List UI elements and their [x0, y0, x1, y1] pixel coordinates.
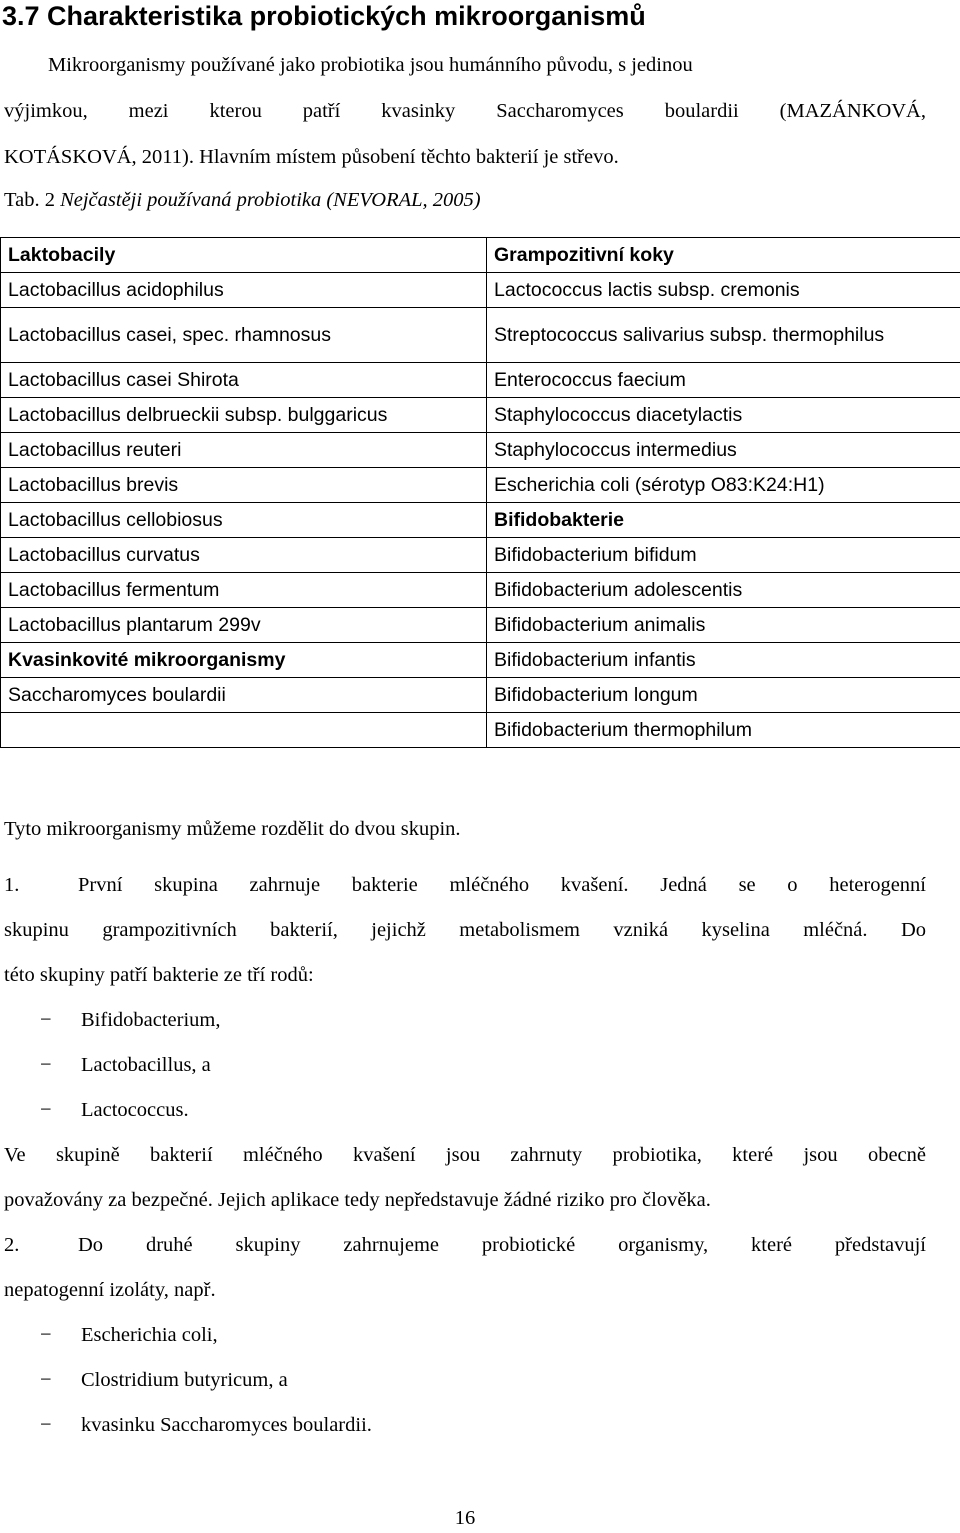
intro-line-2: výjimkou, mezi kterou patří kvasinky Saccharomyces boulardii (MAZÁNKOVÁ, — [4, 88, 926, 134]
table-row — [1, 538, 960, 573]
table-cell-empty — [1, 713, 487, 748]
list-item-text: Bifidobacterium, — [81, 1009, 220, 1031]
group2-number: 2. — [4, 1223, 78, 1268]
list-item-text: Lactococcus. — [81, 1099, 189, 1121]
dash-bullet: − — [40, 1088, 81, 1133]
table-cell: Saccharomyces boulardii — [1, 678, 487, 713]
intro-line-1 — [4, 42, 926, 88]
list-item-text: Clostridium butyricum, a — [81, 1369, 288, 1391]
group2-line-2: nepatogenní izoláty, např. — [4, 1268, 926, 1313]
group2-line-1 — [4, 1223, 926, 1268]
table-row — [1, 643, 960, 678]
group2-line-1-text: Do druhé skupiny zahrnujeme probiotické organismy, které představují — [78, 1234, 926, 1256]
table-caption — [4, 180, 481, 220]
table-cell: Staphylococcus intermedius — [487, 433, 960, 468]
group1-after-line-1: Ve skupině bakterií mléčného kvašení jsou zahrnuty probiotika, které jsou obecně — [4, 1133, 926, 1178]
table-cell: Lactobacillus brevis — [1, 468, 487, 503]
table-row — [1, 468, 960, 503]
table-cell: Lactobacillus cellobiosus — [1, 503, 487, 538]
table-row — [1, 433, 960, 468]
table-cell: Streptococcus salivarius subsp. thermophilus — [487, 308, 960, 363]
table-row — [1, 713, 960, 748]
table-cell: Lactococcus lactis subsp. cremonis — [487, 273, 960, 308]
list-item — [40, 998, 220, 1043]
table-cell: Lactobacillus reuteri — [1, 433, 487, 468]
table-cell: Bifidobacterium infantis — [487, 643, 960, 678]
intro-line-1-text: Mikroorganismy používané jako probiotika jsou humánního původu, s jedinou — [48, 54, 693, 76]
section-heading: 3.7 Charakteristika probiotických mikroorganismů — [2, 0, 646, 33]
table-cell: Lactobacillus fermentum — [1, 573, 487, 608]
table-row — [1, 363, 960, 398]
table-row — [1, 503, 960, 538]
table-cell: Lactobacillus casei Shirota — [1, 363, 487, 398]
table-cell: Bifidobacterium animalis — [487, 608, 960, 643]
dash-bullet: − — [40, 1043, 81, 1088]
table-cell: Lactobacillus delbrueckii subsp. bulggaricus — [1, 398, 487, 433]
caption-title: Nejčastěji používaná probiotika (NEVORAL, 2005) — [60, 189, 481, 211]
table-row — [1, 573, 960, 608]
group1-line-1-text: První skupina zahrnuje bakterie mléčného kvašení. Jedná se o heterogenní — [78, 874, 926, 896]
table-header-gram-positive-cocci: Grampozitivní koky — [487, 238, 960, 273]
table-header-bifidobacteria: Bifidobakterie — [487, 503, 960, 538]
table-header-yeasts: Kvasinkovité mikroorganismy — [1, 643, 487, 678]
groups-intro: Tyto mikroorganismy můžeme rozdělit do dvou skupin. — [4, 807, 926, 852]
list-item — [40, 1313, 218, 1358]
dash-bullet: − — [40, 1403, 81, 1448]
dash-bullet: − — [40, 998, 81, 1043]
table-row — [1, 608, 960, 643]
table-cell: Staphylococcus diacetylactis — [487, 398, 960, 433]
table-cell: Bifidobacterium adolescentis — [487, 573, 960, 608]
table-cell: Lactobacillus acidophilus — [1, 273, 487, 308]
intro-line-3: KOTÁSKOVÁ, 2011). Hlavním místem působení těchto bakterií je střevo. — [4, 134, 926, 180]
list-item — [40, 1088, 189, 1133]
table-cell: Bifidobacterium thermophilum — [487, 713, 960, 748]
dash-bullet: − — [40, 1313, 81, 1358]
group1-line-3: této skupiny patří bakterie ze tří rodů: — [4, 953, 926, 998]
list-item-text: kvasinku Saccharomyces boulardii. — [81, 1414, 372, 1436]
list-item — [40, 1403, 372, 1448]
group1-line-1 — [4, 863, 926, 908]
table-header-lactobacilli: Laktobacily — [1, 238, 487, 273]
table-row — [1, 273, 960, 308]
list-item-text: Escherichia coli, — [81, 1324, 218, 1346]
caption-prefix: Tab. 2 — [4, 189, 60, 211]
group1-after-line-2: považovány za bezpečné. Jejich aplikace tedy nepředstavuje žádné riziko pro člověka. — [4, 1178, 926, 1223]
dash-bullet: − — [40, 1358, 81, 1403]
list-item — [40, 1043, 211, 1088]
probiotics-table — [0, 237, 960, 748]
group1-number: 1. — [4, 863, 78, 908]
page-number: 16 — [0, 1503, 930, 1533]
list-item — [40, 1358, 288, 1403]
table-cell: Escherichia coli (sérotyp O83:K24:H1) — [487, 468, 960, 503]
table-cell: Bifidobacterium bifidum — [487, 538, 960, 573]
table-row — [1, 678, 960, 713]
table-row — [1, 308, 960, 363]
table-row — [1, 398, 960, 433]
table-cell: Enterococcus faecium — [487, 363, 960, 398]
table-cell: Lactobacillus plantarum 299v — [1, 608, 487, 643]
list-item-text: Lactobacillus, a — [81, 1054, 211, 1076]
group1-line-2: skupinu grampozitivních bakterií, jejichž metabolismem vzniká kyselina mléčná. Do — [4, 908, 926, 953]
table-cell: Lactobacillus casei, spec. rhamnosus — [1, 308, 487, 363]
table-cell: Lactobacillus curvatus — [1, 538, 487, 573]
table-row — [1, 238, 960, 273]
table-cell: Bifidobacterium longum — [487, 678, 960, 713]
